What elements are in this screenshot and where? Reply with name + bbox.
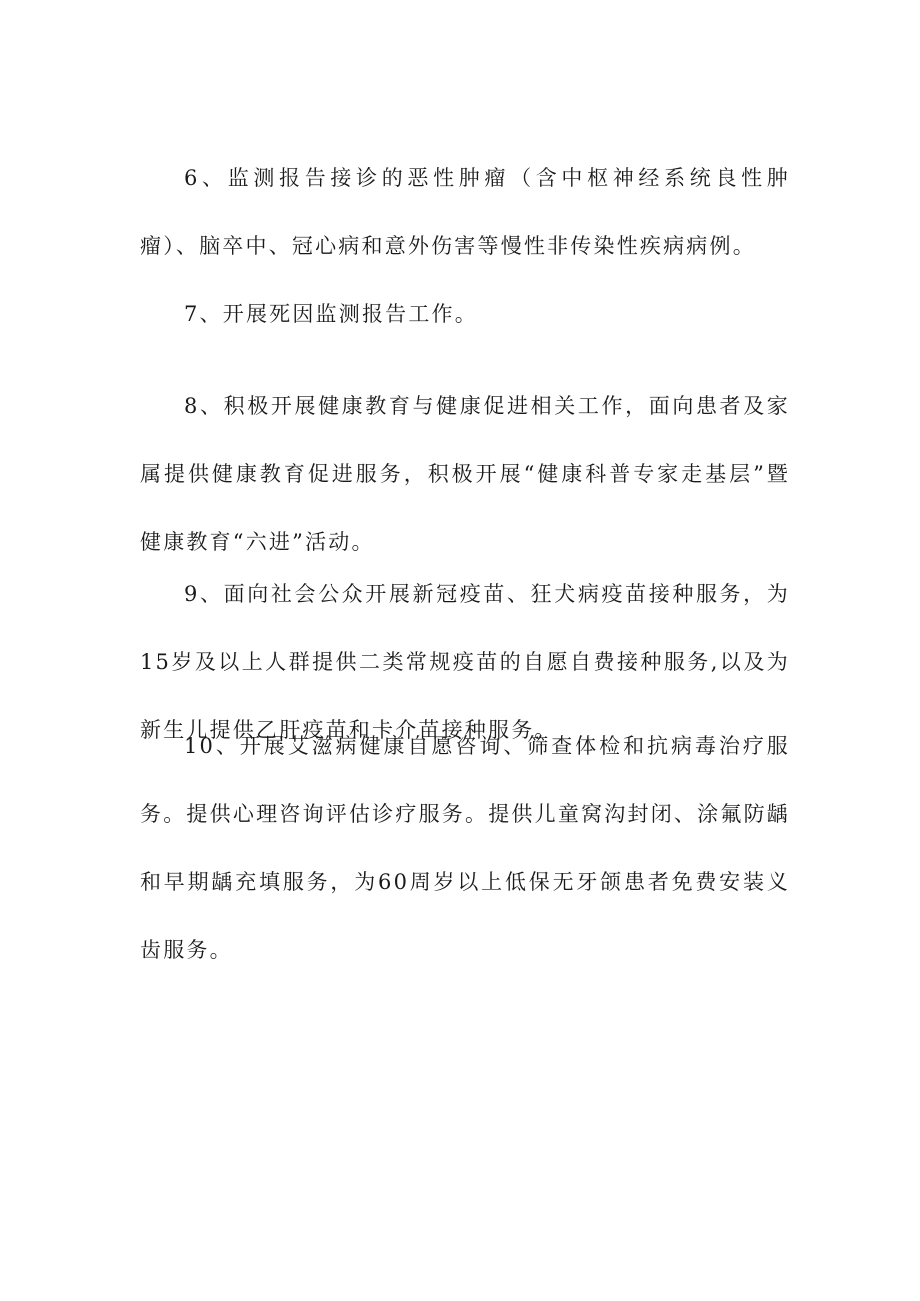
paragraph-item-8: 8、积极开展健康教育与健康促进相关工作，面向患者及家属提供健康教育促进服务，积极开展“健康科普专家走基层”暨健康教育“六进”活动。	[140, 394, 790, 554]
paragraph-item-6: 6、监测报告接诊的恶性肿瘤（含中枢神经系统良性肿瘤）、脑卒中、冠心病和意外伤害等慢性非传染性疾病病例。	[140, 166, 790, 258]
paragraph-item-7: 7、开展死因监测报告工作。	[184, 302, 478, 326]
paragraph-item-9: 9、面向社会公众开展新冠疫苗、狂犬病疫苗接种服务，为15岁及以上人群提供二类常规疫苗的自愿自费接种服务,以及为新生儿提供乙肝疫苗和卡介苗接种服务。	[140, 582, 790, 742]
paragraph-item-10: 10、开展艾滋病健康自愿咨询、筛查体检和抗病毒治疗服务。提供心理咨询评估诊疗服务。提供儿童窝沟封闭、涂氟防龋和早期龋充填服务，为60周岁以上低保无牙颌患者免费安装义齿服务。	[140, 734, 790, 962]
